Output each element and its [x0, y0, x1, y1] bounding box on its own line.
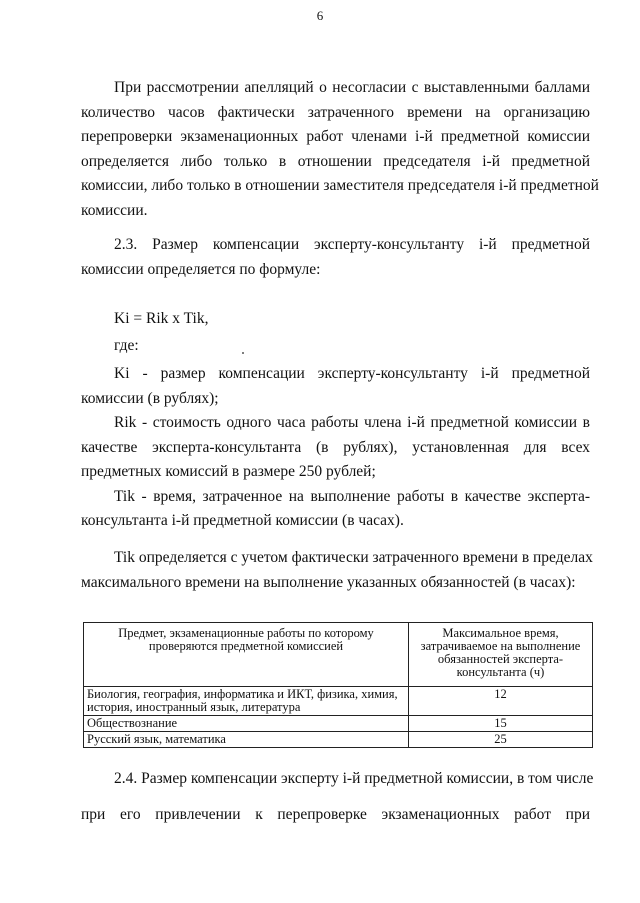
text-line: консультанта i-й предметной комиссии (в часах). — [81, 512, 404, 529]
paragraph-appeals — [81, 76, 599, 223]
paragraph-2-3 — [81, 233, 590, 282]
text-line: определяется либо только в отношении председателя i-й предметной — [81, 152, 590, 170]
paragraph-2-4 — [81, 767, 594, 827]
hours-table — [83, 622, 593, 748]
definition-tik: Tik - время, затраченное на выполнение работы в качестве эксперта- — [114, 487, 590, 505]
table-row — [84, 687, 593, 716]
cell-hours: 25 — [409, 732, 593, 748]
cell-subject: Биология, география, информатика и ИКТ, физика, химия, история, иностранный язык, литература — [84, 687, 409, 716]
text-line: предметных комиссий в размере 250 рублей; — [81, 463, 376, 480]
text-line: комиссии, либо только в отношении заместителя председателя i-й предметной — [81, 177, 599, 194]
text-line: перепроверки экзаменационных работ членами i-й предметной комиссии — [81, 128, 590, 145]
formula: Ki = Rik x Tik, — [114, 310, 209, 327]
definitions — [81, 362, 590, 534]
cell-hours: 12 — [409, 687, 593, 716]
text-line: при его привлечении к перепроверке экзаменационных работ при — [81, 805, 590, 823]
where-label: где: — [114, 337, 139, 354]
text-line: 2.4. Размер компенсации эксперту i-й предметной комиссии, в том числе — [114, 770, 594, 787]
text-line: количество часов фактически затраченного времени на организацию — [81, 103, 590, 121]
paragraph-tik — [81, 546, 593, 595]
header-max-time: Максимальное время, затрачиваемое на выполнение обязанностей эксперта-консультанта (ч) — [409, 623, 593, 687]
text-line: 2.3. Размер компенсации эксперту-консультанту i-й предметной — [114, 236, 590, 253]
cell-subject: Русский язык, математика — [84, 732, 409, 748]
text-line: качестве эксперта-консультанта (в рублях), установленная для всех — [81, 438, 590, 456]
table-header-row — [84, 623, 593, 687]
text-line: комиссии определяется по формуле: — [81, 260, 321, 278]
text-line: Tik определяется с учетом фактически затраченного времени в пределах — [114, 549, 593, 566]
page-number: 6 — [316, 8, 324, 23]
text-line: максимального времени на выполнение указанных обязанностей (в часах): — [81, 573, 576, 591]
text-line: комиссии (в рублях); — [81, 389, 219, 407]
header-subject: Предмет, экзаменационные работы по которому проверяются предметной комиссией — [84, 623, 409, 687]
scan-speck — [242, 352, 244, 354]
cell-subject: Обществознание — [84, 716, 409, 732]
text-line: При рассмотрении апелляций о несогласии с выставленными баллами — [114, 79, 590, 96]
table-row — [84, 732, 593, 748]
definition-rik: Rik - стоимость одного часа работы члена i-й предметной комиссии в — [114, 414, 590, 431]
table-row — [84, 716, 593, 732]
cell-hours: 15 — [409, 716, 593, 732]
definition-ki: Ki - размер компенсации эксперту-консультанту i-й предметной — [114, 365, 590, 382]
text-line: комиссии. — [81, 201, 148, 219]
